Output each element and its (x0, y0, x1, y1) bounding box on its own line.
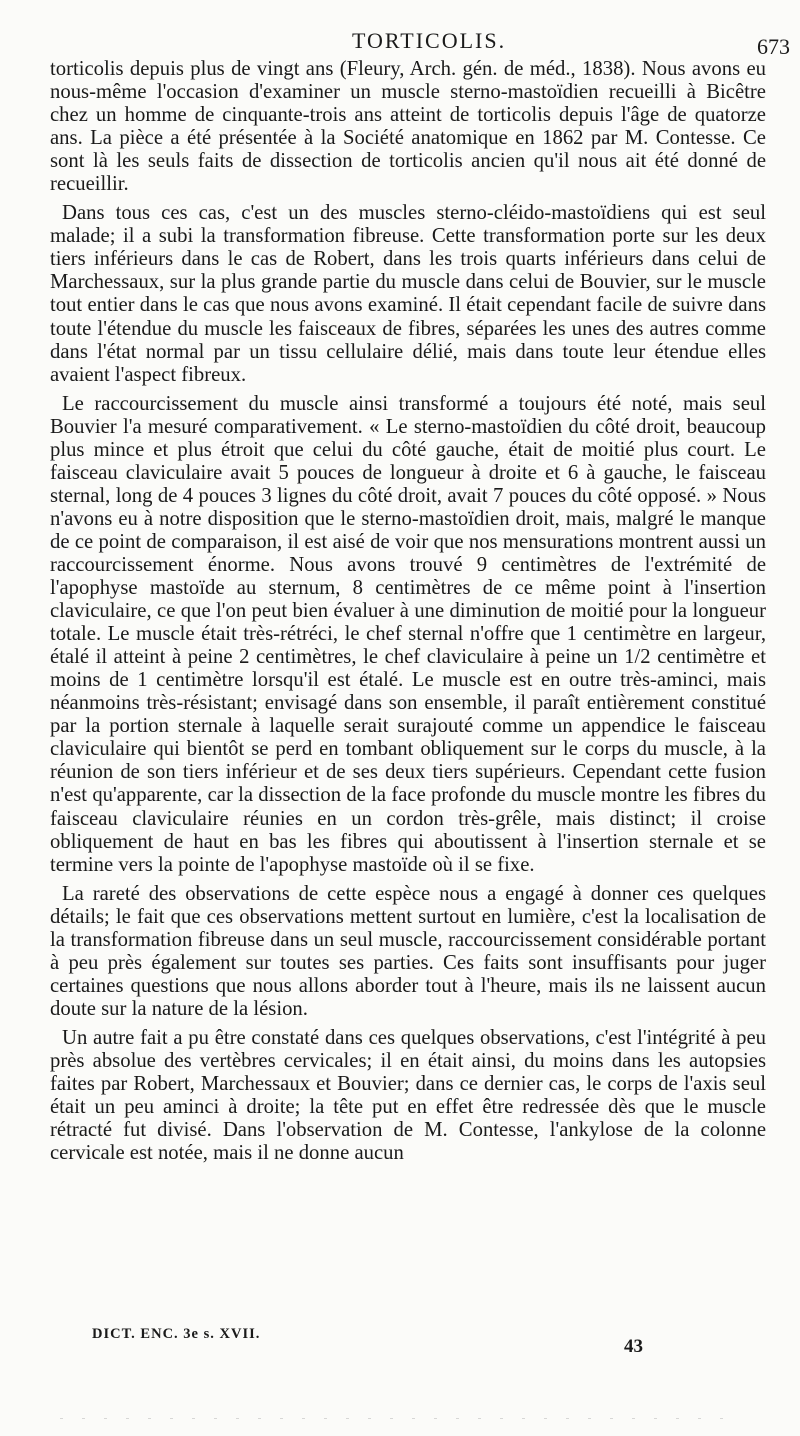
paragraph-fibrous-transformation: Dans tous ces cas, c'est un des muscles sterno-cléido-mastoïdiens qui est seul malade; il a subi la transformation fibreuse. Cette transformation porte sur les deux tiers inférieurs dans le cas de Robert, dans les trois quarts inférieurs dans celui de Marchessaux, sur la plus grande partie du muscle dans celui de Bouvier, sur le muscle tout entier dans le cas que nous avons examiné. Il était cependant facile de suivre dans toute l'étendue du muscle les faisceaux de fibres, séparées les unes des autres comme dans l'état normal par un tissu cellulaire délié, mais dans toute leur étendue elles avaient l'aspect fibreux. (50, 202, 766, 386)
page-number: 673 (757, 34, 790, 59)
printer-signature: DICT. ENC. 3e s. XVII. (92, 1326, 261, 1342)
page-footer (0, 1320, 800, 1360)
sheet-number: 43 (624, 1336, 643, 1357)
bottom-edge-marks (60, 1418, 740, 1419)
running-head (0, 28, 800, 58)
paragraph-rarity-of-observations: La rareté des observations de cette espèce nous a engagé à donner ces quelques détails; le fait que ces observations mettent surtout en lumière, c'est la localisation de la transformation fibreuse dans un seul muscle, raccourcissement considérable portant à peu près également sur toutes ses parties. Ces faits sont insuffisants pour juger certaines questions que nous allons aborder tout à l'heure, mais ils ne laissent aucun doute sur la nature de la lésion. (50, 882, 766, 1020)
paragraph-muscle-shortening: Le raccourcissement du muscle ainsi transformé a toujours été noté, mais seul Bouvier l'a mesuré comparativement. « Le sterno-mastoïdien du côté droit, beaucoup plus mince et plus étroit que celui du côté gauche, était de moitié plus court. Le faisceau claviculaire avait 5 pouces de longueur à droite et 6 à gauche, le faisceau sternal, long de 4 pouces 3 lignes du côté droit, avait 7 pouces du côté opposé. » Nous n'avons eu à notre disposition que le sterno-mastoïdien droit, mais, malgré le manque de ce point de comparaison, il est aisé de voir que nos mensurations montrent aussi un raccourcissement énorme. Nous avons trouvé 9 centimètres de l'extrémité de l'apophyse mastoïde au sternum, 8 centimètres de ce même point à l'insertion claviculaire, ce que l'on peut bien évaluer à une diminution de moitié pour la longueur totale. Le muscle était très-rétréci, le chef sternal n'offre que 1 centimètre en largeur, étalé il atteint à peine 2 centimètres, le chef claviculaire à peine un 1/2 centimètre et moins de 1 centimètre lorsqu'il est étalé. Le muscle est en outre très-aminci, mais néanmoins très-résistant; envisagé dans son ensemble, il paraît entièrement constitué par la portion sternale à laquelle serait surajouté comme un appendice le faisceau claviculaire qui bientôt se perd en tombant obliquement sur le corps du muscle, à la réunion de son tiers inférieur et de ses deux tiers supérieurs. Cependant cette fusion n'est qu'apparente, car la dissection de la face profonde du muscle montre les fibres du faisceau claviculaire réunies en un cordon très-grêle, mais distinct; il croise obliquement de haut en bas les fibres qui aboutissent à l'insertion sternale et se termine vers la pointe de l'apophyse mastoïde où il se fixe. (50, 392, 766, 876)
paragraph-cervical-vertebrae: Un autre fait a pu être constaté dans ces quelques observations, c'est l'intégrité à peu près absolue des vertèbres cervicales; il en était ainsi, du moins dans les autopsies faites par Robert, Marchessaux et Bouvier; dans ce dernier cas, le corps de l'axis seul était un peu aminci à droite; la tête put en effet être redressée dès que le muscle rétracté fut divisé. Dans l'observation de M. Contesse, l'ankylose de la colonne cervicale est notée, mais il ne donne aucun (50, 1026, 766, 1165)
paragraph-continuation: torticolis depuis plus de vingt ans (Fleury, Arch. gén. de méd., 1838). Nous avons eu nous-même l'occasion d'examiner un muscle sterno-mastoïdien recueilli à Bicêtre chez un homme de cinquante-trois ans atteint de torticolis depuis l'âge de quatorze ans. La pièce a été présentée à la Société anatomique en 1862 par M. Contesse. Ce sont là les seuls faits de dissection de torticolis ancien qu'il nous ait été donné de recueillir. (50, 58, 766, 196)
body-text (50, 58, 766, 1165)
running-title: TORTICOLIS. (352, 28, 507, 53)
